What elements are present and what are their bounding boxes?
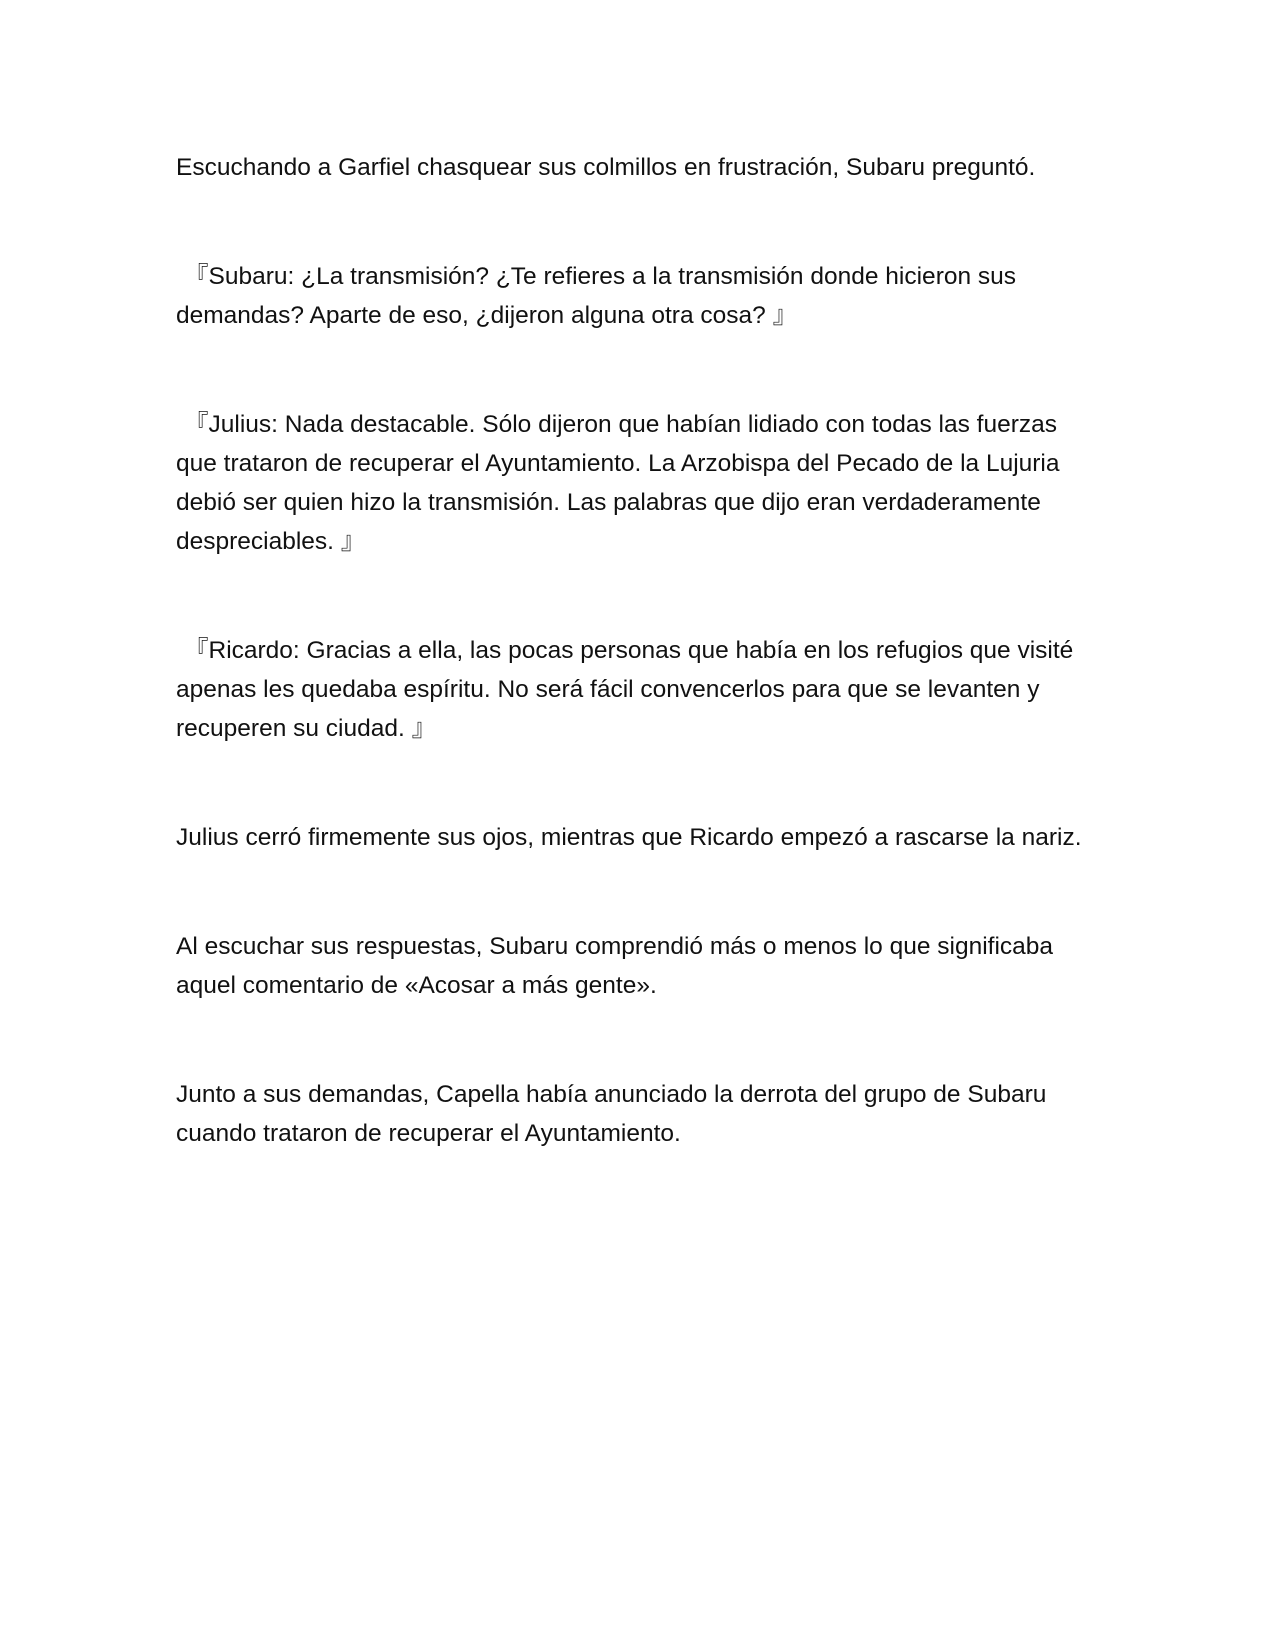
- narration-paragraph: Julius cerró firmemente sus ojos, mientras que Ricardo empezó a rascarse la nariz.: [176, 824, 1082, 851]
- narration-paragraph: Junto a sus demandas, Capella había anunciado la derrota del grupo de Subaru cuando trataron de recuperar el Ayuntamiento.: [176, 1081, 1047, 1147]
- document-body: [176, 148, 1096, 1223]
- dialogue-subaru: 『Subaru: ¿La transmisión? ¿Te refieres a la transmisión donde hicieron sus demandas? Aparte de eso, ¿dijeron alguna otra cosa? 』: [176, 263, 1017, 329]
- narration-paragraph: Al escuchar sus respuestas, Subaru comprendió más o menos lo que significaba aquel comentario de «Acosar a más gente».: [176, 933, 1054, 999]
- dialogue-julius: 『Julius: Nada destacable. Sólo dijeron que habían lidiado con todas las fuerzas que trataron de recuperar el Ayuntamiento. La Arzobispa del Pecado de la Lujuria debió ser quien hizo la transmisión. Las palabras que dijo eran verdaderamente despreciables. 』: [176, 411, 1060, 555]
- narration-paragraph: Escuchando a Garfiel chasquear sus colmillos en frustración, Subaru preguntó.: [176, 154, 1036, 181]
- dialogue-ricardo: 『Ricardo: Gracias a ella, las pocas personas que había en los refugios que visité apenas les quedaba espíritu. No será fácil convencerlos para que se levanten y recuperen su ciudad. 』: [176, 637, 1074, 742]
